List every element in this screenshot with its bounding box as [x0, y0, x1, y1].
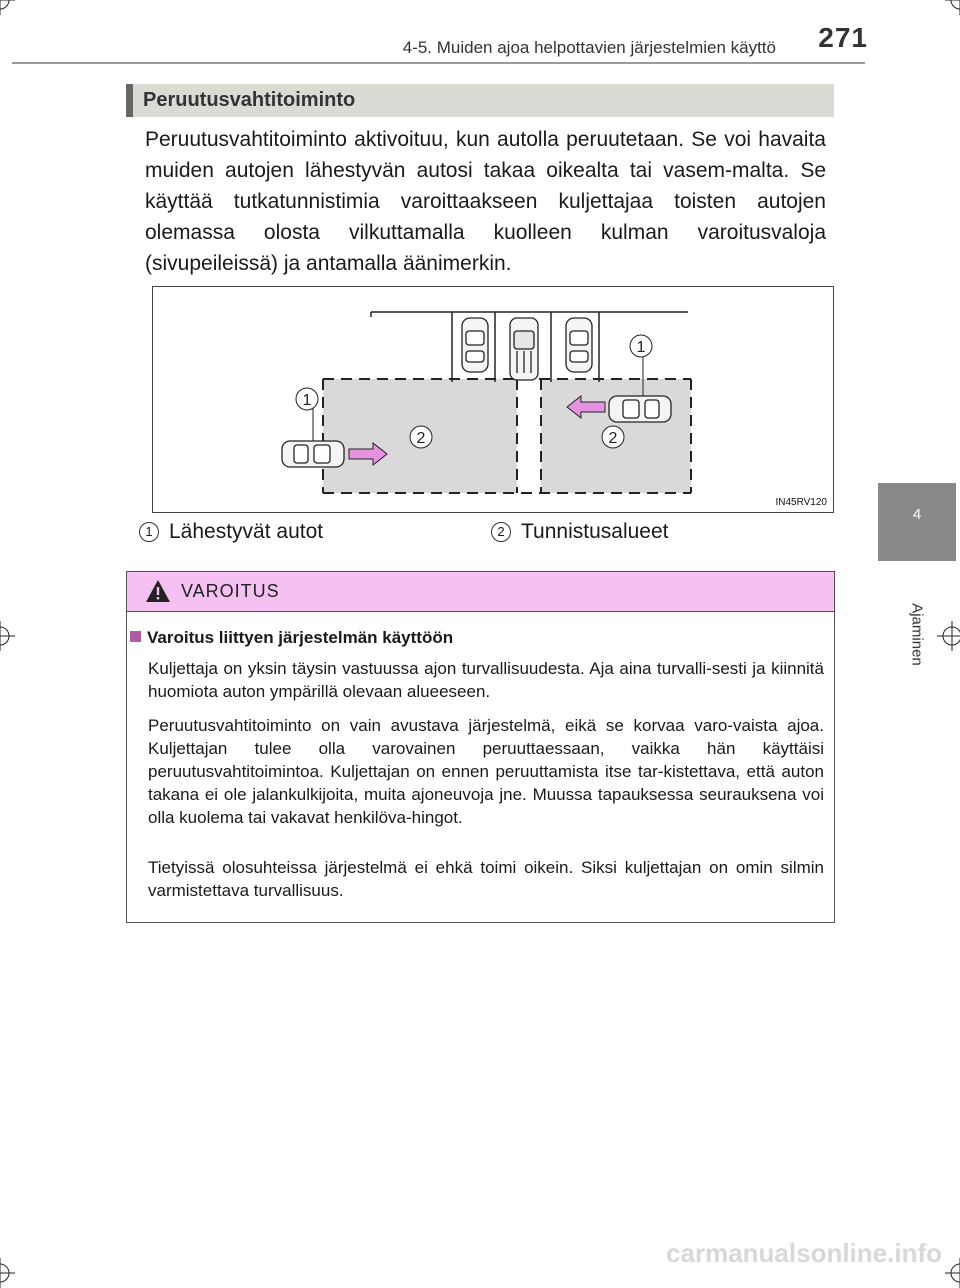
legend-item-2	[491, 520, 668, 544]
warning-paragraph-3: Tietyissä olosuhteissa järjestelmä ei ehkä toimi oikein. Siksi kuljettajan on omin silmin varmistettava turvallisuus.	[148, 858, 824, 900]
section-title-bar	[126, 84, 834, 117]
warning-box	[126, 571, 835, 923]
approaching-car-right	[609, 396, 671, 422]
chapter-tab-label	[907, 576, 927, 696]
registration-mark	[937, 621, 960, 651]
parked-car-1	[462, 318, 488, 372]
warning-triangle-icon	[145, 579, 171, 603]
warning-paragraph-1: Kuljettaja on yksin täysin vastuussa ajon turvallisuudesta. Aja aina turvalli-sesti ja kiinnitä huomiota auton ympärillä olevaan alueeseen.	[148, 659, 824, 701]
legend-item-1	[139, 520, 323, 544]
svg-text:2: 2	[416, 430, 426, 447]
chapter-title: 4-5. Muiden ajoa helpottavien järjestelmien käyttö	[402, 38, 776, 57]
registration-mark	[945, 1258, 960, 1288]
warning-title: VAROITUS	[181, 581, 280, 601]
parking-diagram	[153, 287, 833, 512]
callout-2-left	[410, 426, 432, 448]
chapter-tab-label-text: Ajaminen	[908, 603, 926, 666]
warning-heading-text: Varoitus liittyen järjestelmän käyttöön	[147, 628, 454, 647]
registration-mark	[945, 0, 960, 15]
parked-car-3	[566, 318, 592, 372]
legend-number: 1	[139, 522, 159, 542]
legend-label: Tunnistusalueet	[521, 520, 669, 543]
registration-mark	[0, 621, 15, 651]
header-divider	[12, 62, 865, 64]
callout-2-right	[602, 426, 624, 448]
page-number: 271	[818, 22, 868, 53]
warning-paragraph-2: Peruutusvahtitoiminto on vain avustava järjestelmä, eikä se korvaa varo-vaista ajoa. Kuljettajan tulee olla varovainen peruuttaessaan, vaikka hän käyttäisi peruutusvahtitoimintoa. Kuljettajan on ennen peruuttamista itse tar-kistettava, että auton takana ei ole jalankulkijoita, muita ajoneuvoja jne. Muussa tapauksessa seurauksena voi olla kuolema tai vakavat henkilöva-hingot.	[148, 716, 824, 827]
approaching-car-left	[282, 441, 344, 467]
section-title: Peruutusvahtitoiminto	[143, 89, 356, 111]
registration-mark	[0, 0, 15, 15]
watermark: carmanualsonline.info	[666, 1238, 942, 1268]
registration-mark	[0, 1258, 15, 1288]
intro-paragraph: Peruutusvahtitoiminto aktivoituu, kun autolla peruutetaan. Se voi havaita muiden autojen lähestyvän autosi takaa oikealta tai vasem-malta. Se käyttää tutkatunnistimia varoittaakseen kuljettajaa toisten autojen olemassa olosta vilkuttamalla kuolleen kulman varoitusvaloja (sivupeileissä) ja antamalla äänimerkin.	[145, 128, 826, 275]
legend-label: Lähestyvät autot	[169, 520, 324, 543]
svg-text:2: 2	[608, 430, 618, 447]
chapter-tab-number: 4	[912, 506, 922, 523]
bullet-square-icon	[130, 631, 141, 642]
warning-header	[127, 572, 834, 612]
parking-illustration	[152, 286, 834, 513]
warning-heading	[130, 628, 453, 648]
callout-1-right	[630, 335, 652, 357]
figure-code: IN45RV120	[775, 497, 827, 508]
svg-text:1: 1	[636, 339, 646, 356]
svg-text:1: 1	[302, 392, 312, 409]
callout-1-left	[296, 388, 318, 410]
legend-number: 2	[491, 522, 511, 542]
own-car	[510, 318, 538, 380]
